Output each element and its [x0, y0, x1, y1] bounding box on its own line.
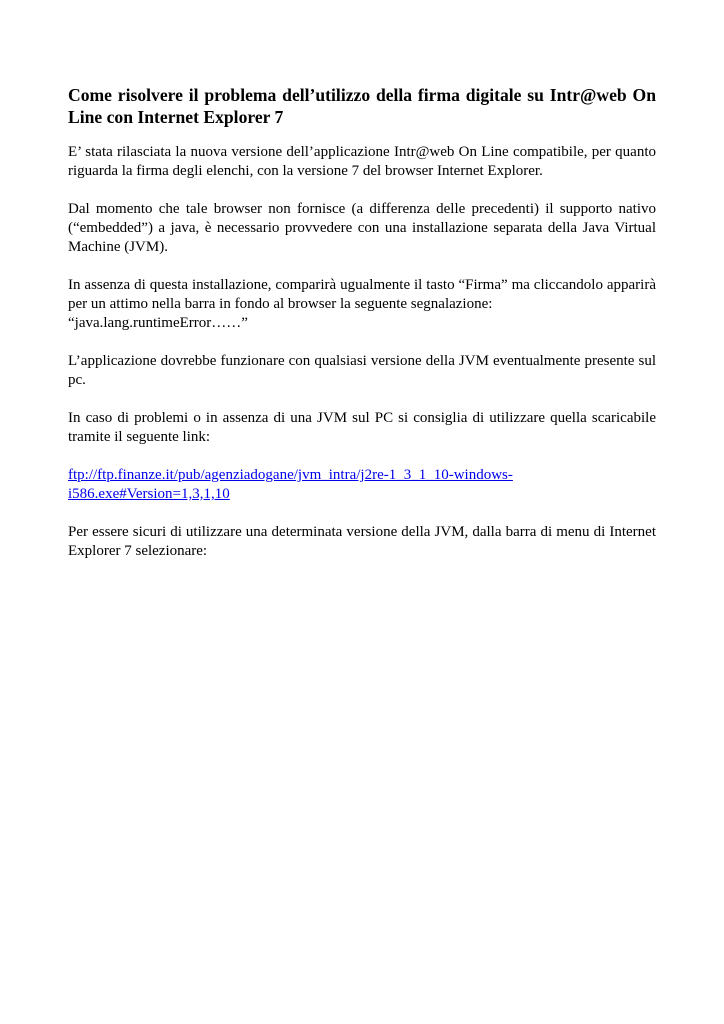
paragraph-jvm-compatibility [68, 352, 656, 390]
paragraph-menu-instructions [68, 523, 656, 561]
jvm-download-link[interactable] [68, 466, 656, 504]
paragraph-download-advice [68, 409, 656, 447]
paragraph-line: In assenza di questa installazione, comparirà ugualmente il tasto “Firma” ma cliccandolo apparirà [68, 277, 656, 293]
download-link-block [68, 466, 656, 504]
paragraph-missing-installation [68, 276, 656, 333]
paragraph-line: per un attimo nella barra in fondo al browser la seguente segnalazione: [68, 296, 493, 312]
document-page [68, 84, 656, 580]
document-title: Come risolvere il problema dell’utilizzo della firma digitale su Intr@web On Line con Internet Explorer 7 [68, 85, 656, 127]
paragraph-line: pc. [68, 372, 86, 388]
paragraph-line: tramite il seguente link: [68, 429, 211, 445]
paragraph-line: L’applicazione dovrebbe funzionare con qualsiasi versione della JVM eventualmente presente sul [68, 353, 656, 369]
paragraph-line: Explorer 7 selezionare: [68, 543, 208, 559]
link-line[interactable]: i586.exe#Version=1,3,1,10 [68, 486, 230, 502]
paragraph-line: riguarda la firma degli elenchi, con la versione 7 del browser Internet Explorer. [68, 163, 543, 179]
paragraph-line: Dal momento che tale browser non fornisce (a differenza delle precedenti) il supporto nativo [68, 201, 656, 217]
error-message: “java.lang.runtimeError……” [68, 315, 248, 331]
link-line[interactable]: ftp://ftp.finanze.it/pub/agenziadogane/jvm_intra/j2re-1_3_1_10-windows- [68, 467, 513, 483]
paragraph-browser-support [68, 200, 656, 257]
paragraph-line: Per essere sicuri di utilizzare una determinata versione della JVM, dalla barra di menu di Internet [68, 524, 656, 540]
paragraph-line: In caso di problemi o in assenza di una JVM sul PC si consiglia di utilizzare quella scaricabile [68, 410, 656, 426]
paragraph-release [68, 143, 656, 181]
paragraph-line: E’ stata rilasciata la nuova versione dell’applicazione Intr@web On Line compatibile, per quanto [68, 144, 656, 160]
paragraph-line: (“embedded”) a java, è necessario provvedere con una installazione separata della Java Virtual [68, 220, 656, 236]
paragraph-line: Machine (JVM). [68, 239, 168, 255]
